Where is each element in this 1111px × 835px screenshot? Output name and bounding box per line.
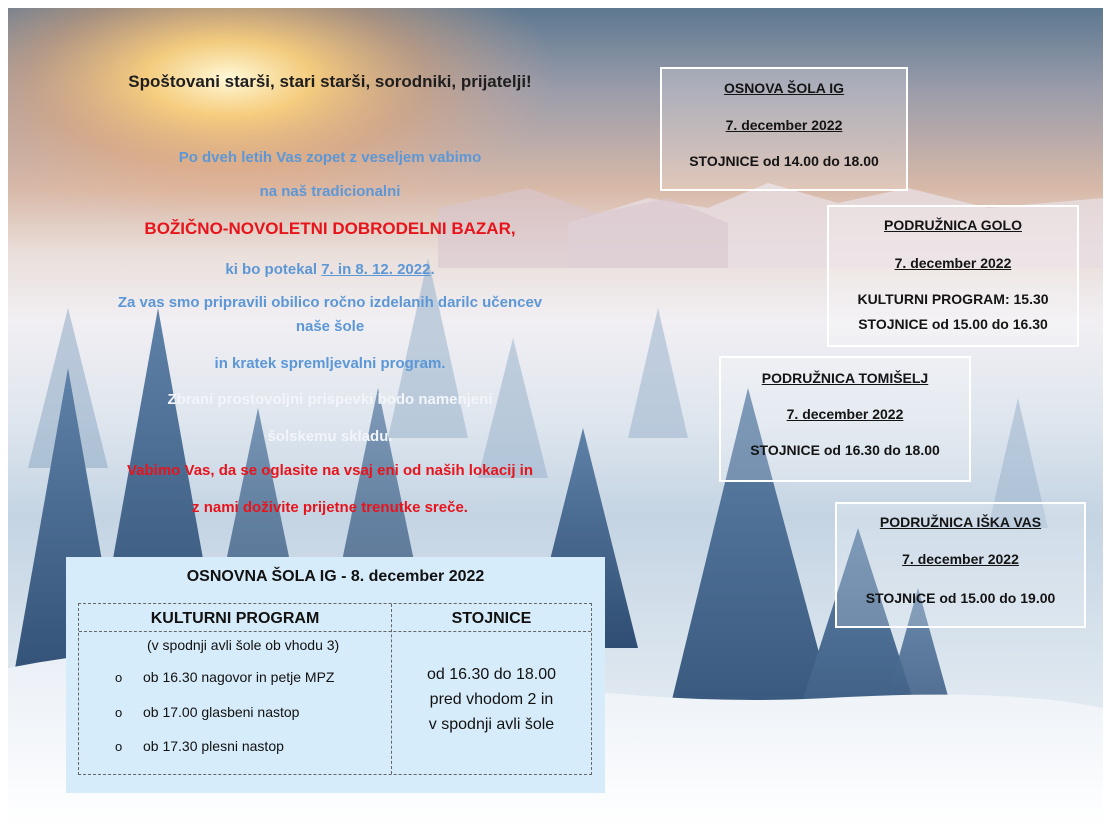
intro-line-10: z nami doživite prijetne trenutke sreče. (192, 499, 468, 516)
bazaar-title: BOŽIČNO-NOVOLETNI DOBRODELNI BAZAR, (144, 219, 516, 238)
location-name: PODRUŽNICA TOMIŠELJ (761, 370, 929, 386)
event-dates-link: 7. in 8. 12. 2022 (321, 261, 431, 278)
stalls-place-line-1: pred vhodom 2 in (429, 691, 554, 708)
main-event-table (78, 603, 592, 775)
intro-line-3 (90, 261, 570, 278)
list-bullet: o (115, 670, 123, 685)
greeting-heading: Spoštovani starši, stari starši, sorodniki, prijatelji! (128, 72, 532, 91)
location-schedule: STOJNICE od 16.30 do 18.00 (750, 442, 940, 458)
location-name: PODRUŽNICA IŠKA VAS (879, 514, 1042, 530)
program-item: ob 17.30 plesni nastop (143, 738, 284, 754)
location-date: 7. december 2022 (894, 255, 1012, 271)
table-header-divider (79, 631, 591, 632)
table-header-stalls: STOJNICE (451, 610, 532, 627)
program-location-note: (v spodnji avli šole ob vhodu 3) (147, 637, 340, 653)
list-bullet: o (115, 705, 123, 720)
location-name: PODRUŽNICA GOLO (884, 217, 1022, 233)
table-header-program: KULTURNI PROGRAM (150, 610, 320, 627)
program-item: ob 16.30 nagovor in petje MPZ (143, 669, 335, 685)
location-box-podruznica-golo (827, 205, 1079, 347)
main-event-panel (66, 557, 605, 793)
location-schedule: STOJNICE od 15.00 do 16.30 (858, 316, 1048, 332)
location-program: KULTURNI PROGRAM: 15.30 (857, 291, 1049, 307)
intro-line-6: in kratek spremljevalni program. (214, 355, 446, 372)
intro-line-4: Za vas smo pripravili obilico ročno izdelanih darilc učencev (117, 294, 543, 311)
intro-line-8: šolskemu skladu. (267, 428, 393, 445)
intro-line-5: naše šole (295, 318, 365, 335)
location-date: 7. december 2022 (725, 117, 843, 133)
location-box-osnova-sola-ig (660, 67, 908, 191)
location-schedule: STOJNICE od 15.00 do 19.00 (865, 590, 1056, 606)
main-event-title: OSNOVNA ŠOLA IG - 8. december 2022 (186, 568, 485, 585)
stalls-time: od 16.30 do 18.00 (426, 666, 556, 683)
intro-line-3-suffix: . (430, 261, 435, 278)
location-box-podruznica-tomiselj (719, 356, 971, 482)
intro-line-9: Vabimo Vas, da se oglasite na vsaj eni od naših lokacij in (127, 462, 533, 479)
location-date: 7. december 2022 (902, 551, 1019, 567)
location-date: 7. december 2022 (786, 406, 904, 422)
list-bullet: o (115, 739, 123, 754)
stalls-place-line-2: v spodnji avli šole (428, 716, 555, 733)
intro-line-2: na naš tradicionalni (259, 183, 401, 200)
intro-line-3-prefix: ki bo potekal (225, 261, 322, 278)
intro-line-7: Zbrani prostovoljni prispevki bodo namenjeni (167, 391, 493, 408)
program-item: ob 17.00 glasbeni nastop (143, 704, 300, 720)
location-name: OSNOVA ŠOLA IG (723, 80, 845, 96)
location-schedule: STOJNICE od 14.00 do 18.00 (689, 153, 879, 169)
location-box-podruznica-iska-vas (835, 502, 1086, 628)
intro-line-1: Po dveh letih Vas zopet z veseljem vabimo (178, 149, 482, 166)
